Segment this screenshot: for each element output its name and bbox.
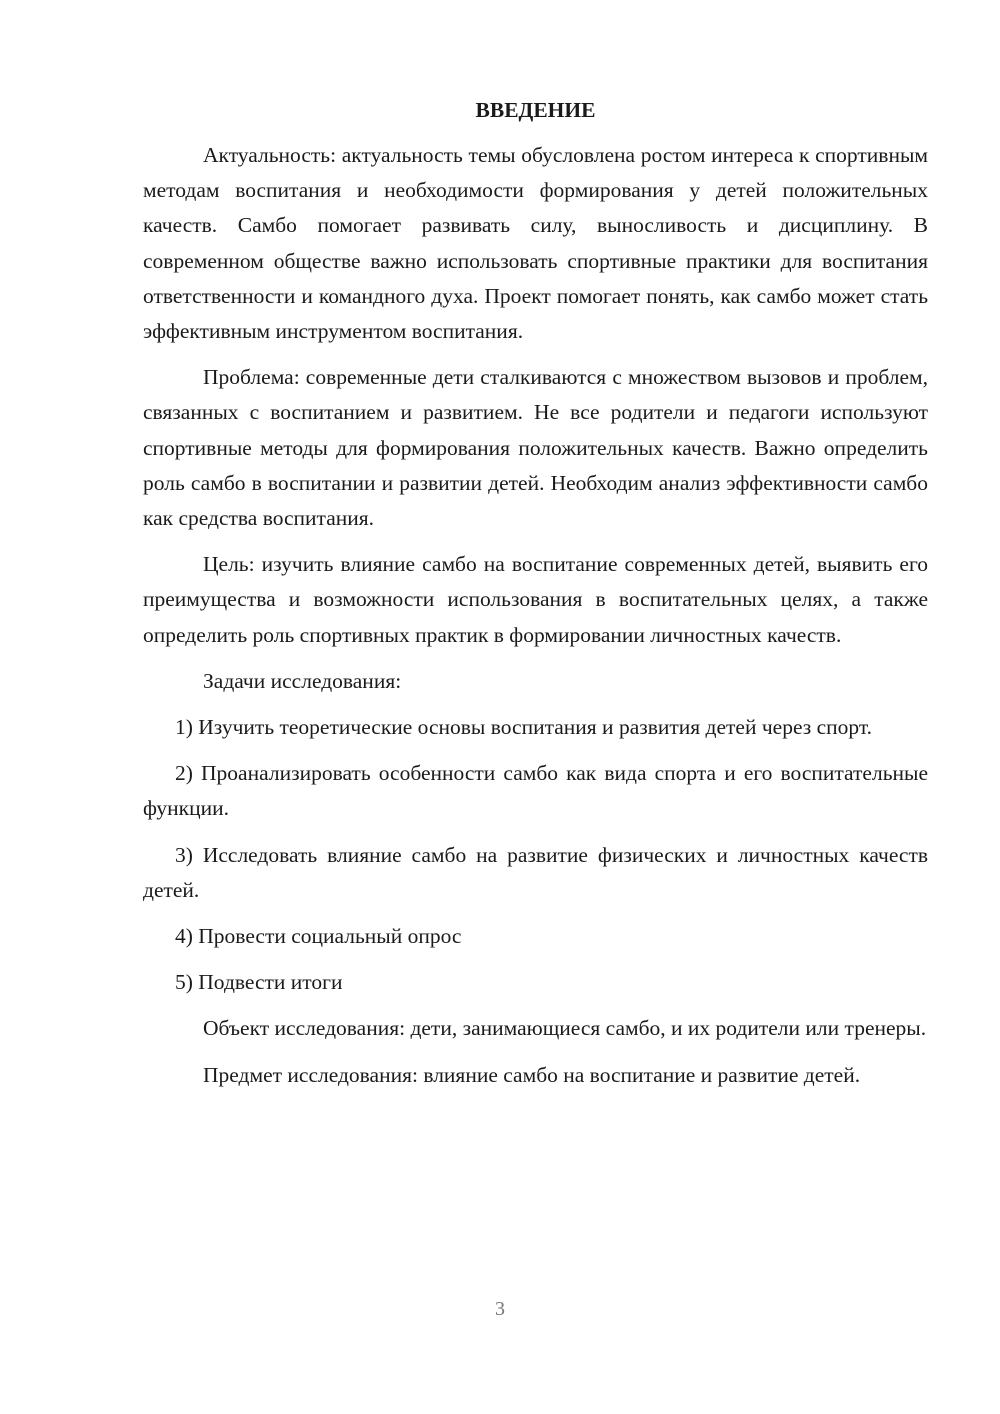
list-item: 5) Подвести итоги xyxy=(175,970,343,995)
list-item: 1) Изучить теоретические основы воспитания и развития детей через спорт. xyxy=(175,715,873,740)
list-item: 3) Исследовать влияние самбо на развитие физических и личностных качеств детей. xyxy=(143,842,928,902)
page-title: ВВЕДЕНИЕ xyxy=(475,98,596,122)
list-item: 4) Провести социальный опрос xyxy=(175,924,462,949)
tasks-list xyxy=(143,710,928,1000)
subject-paragraph: Предмет исследования: влияние самбо на воспитание и развитие детей. xyxy=(203,1062,861,1087)
page-number: 3 xyxy=(495,1298,505,1320)
relevance-paragraph: Актуальность: актуальность темы обусловлена ростом интереса к спортивным методам воспитания и необходимости формирования у детей положительных качеств. Самбо помогает развивать силу, выносливость и дисциплину. В современном обществе важно использовать спортивные практики для воспитания ответственности и командного духа. Проект помогает понять, как самбо может стать эффективным инструментом воспитания. xyxy=(143,143,928,344)
object-paragraph: Объект исследования: дети, занимающиеся самбо, и их родители или тренеры. xyxy=(203,1016,927,1041)
list-item: 2) Проанализировать особенности самбо как вида спорта и его воспитательные функции. xyxy=(143,761,928,821)
document-page xyxy=(143,92,928,1104)
tasks-heading: Задачи исследования: xyxy=(203,668,402,693)
goal-paragraph: Цель: изучить влияние самбо на воспитание современных детей, выявить его преимущества и возможности использования в воспитательных целях, а также определить роль спортивных практик в формировании личностных качеств. xyxy=(143,552,928,647)
problem-paragraph: Проблема: современные дети сталкиваются с множеством вызовов и проблем, связанных с воспитанием и развитием. Не все родители и педагоги используют спортивные методы для формирования положительных качеств. Важно определить роль самбо в воспитании и развитии детей. Необходим анализ эффективности самбо как средства воспитания. xyxy=(143,365,928,531)
